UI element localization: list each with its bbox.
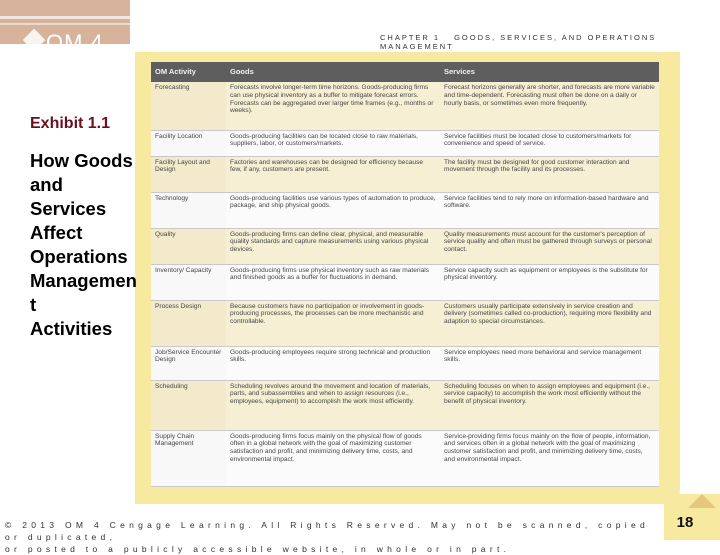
table-row [151, 346, 659, 380]
slide-title-line: How Goods [30, 150, 133, 171]
slide-title-line: and [30, 174, 63, 195]
copyright-footer [5, 519, 665, 555]
goods-cell: Goods-producing employees require strong technical and production skills. [226, 346, 440, 380]
table-row [151, 264, 659, 300]
logo: OM 4 [46, 30, 104, 55]
chapter-label: CHAPTER 1 [380, 33, 441, 42]
activity-cell: Process Design [151, 300, 226, 346]
activity-cell: Forecasting [151, 82, 226, 130]
activity-cell: Technology [151, 192, 226, 228]
goods-cell: Factories and warehouses can be designed for efficiency because few, if any, customers are present. [226, 156, 440, 192]
slide-title-line: t [30, 294, 37, 315]
slide-title-line: Services [30, 198, 107, 219]
table-row [151, 228, 659, 264]
slide-title [30, 149, 150, 341]
exhibit-label: Exhibit 1.1 [30, 115, 111, 132]
services-cell: The facility must be designed for good customer interaction and movement through the facility and its processes. [440, 156, 659, 192]
table-row [151, 82, 659, 130]
table-row [151, 130, 659, 156]
page-number: 18 [676, 514, 694, 531]
activity-cell: Facility Location [151, 130, 226, 156]
chapter-header [380, 33, 720, 51]
table-row [151, 156, 659, 192]
services-cell: Service capacity such as equipment or employees is the substitute for physical inventory. [440, 264, 659, 300]
services-cell: Service employees need more behavioral and service management skills. [440, 346, 659, 380]
goods-cell: Forecasts involve longer-term time horizons. Goods-producing firms can use physical inventory as a buffer to mitigate forecast errors. Forecasts can be aggregated over larger time frames (e.g., months or weeks). [226, 82, 440, 130]
table-row [151, 192, 659, 228]
column-header-activity: OM Activity [151, 62, 226, 82]
goods-cell: Goods-producing facilities can be located close to raw materials, suppliers, labor, or customers/markets. [226, 130, 440, 156]
slide-title-line: Activities [30, 318, 113, 339]
services-cell: Customers usually participate extensively in service creation and delivery (sometimes called co-production), requiring more flexibility and adaption to special circumstances. [440, 300, 659, 346]
slide-title-line: Operations [30, 246, 128, 267]
services-cell: Service facilities must be located close to customers/markets for convenience and speed of service. [440, 130, 659, 156]
copyright-line: © 2013 OM 4 Cengage Learning. All Rights Reserved. May not be scanned, copied or duplicated, [5, 520, 650, 542]
slide-title-line: Affect [30, 222, 83, 243]
goods-cell: Goods-producing facilities use various types of automation to produce, package, and ship physical goods. [226, 192, 440, 228]
table-row [151, 430, 659, 486]
goods-cell: Goods-producing firms use physical inventory such as raw materials and finished goods as a buffer for fluctuations in demand. [226, 264, 440, 300]
logo-stripe [0, 16, 130, 19]
table-row [151, 300, 659, 346]
activity-cell: Facility Layout and Design [151, 156, 226, 192]
column-header-goods: Goods [226, 62, 440, 82]
copyright-line: or posted to a publicly accessible website, in whole or in part. [5, 544, 511, 554]
services-cell: Service-providing firms focus mainly on the flow of people, information, and services often in a global network with the goal of maximizing customer satisfaction and profit, and minimizing delivery time, costs, and environmental impact. [440, 430, 659, 486]
services-cell: Quality measurements must account for the customer's perception of service quality and often must be gathered through surveys or personal contact. [440, 228, 659, 264]
slide-title-line: Managemen [30, 270, 137, 291]
chapter-title: GOODS, SERVICES, AND OPERATIONS MANAGEMENT [380, 33, 657, 51]
services-cell: Forecast horizons generally are shorter, and forecasts are more variable and time-dependent. Forecasting must often be done on a daily or hourly basis, or sometimes even more frequently. [440, 82, 659, 130]
logo-stripe [0, 23, 130, 25]
activity-cell: Job/Service Encounter Design [151, 346, 226, 380]
activity-cell: Supply Chain Management [151, 430, 226, 486]
table-row [151, 380, 659, 430]
goods-cell: Scheduling revolves around the movement and location of materials, parts, and subassemblies and when to assign resources (i.e., employees, equipment) to accomplish the work most efficiently. [226, 380, 440, 430]
goods-cell: Goods-producing firms focus mainly on the physical flow of goods often in a global network with the goal of maximizing customer satisfaction and profit, and minimizing delivery time, costs, and environmental impact. [226, 430, 440, 486]
table-header-row [151, 62, 659, 82]
column-header-services: Services [440, 62, 659, 82]
activity-cell: Scheduling [151, 380, 226, 430]
activity-cell: Quality [151, 228, 226, 264]
services-cell: Service facilities tend to rely more on information-based hardware and software. [440, 192, 659, 228]
activity-cell: Inventory/ Capacity [151, 264, 226, 300]
side-caption [30, 115, 150, 341]
goods-cell: Goods-producing firms can define clear, physical, and measurable quality standards and capture measurements using various physical devices. [226, 228, 440, 264]
goods-cell: Because customers have no participation or involvement in goods-producing processes, the processes can be more mechanistic and controllable. [226, 300, 440, 346]
om-activities-table [151, 62, 659, 487]
corner-triangle-icon [688, 494, 716, 508]
services-cell: Scheduling focuses on when to assign employees and equipment (i.e., service capacity) to accomplish the work most efficiently without the benefit of physical inventory. [440, 380, 659, 430]
